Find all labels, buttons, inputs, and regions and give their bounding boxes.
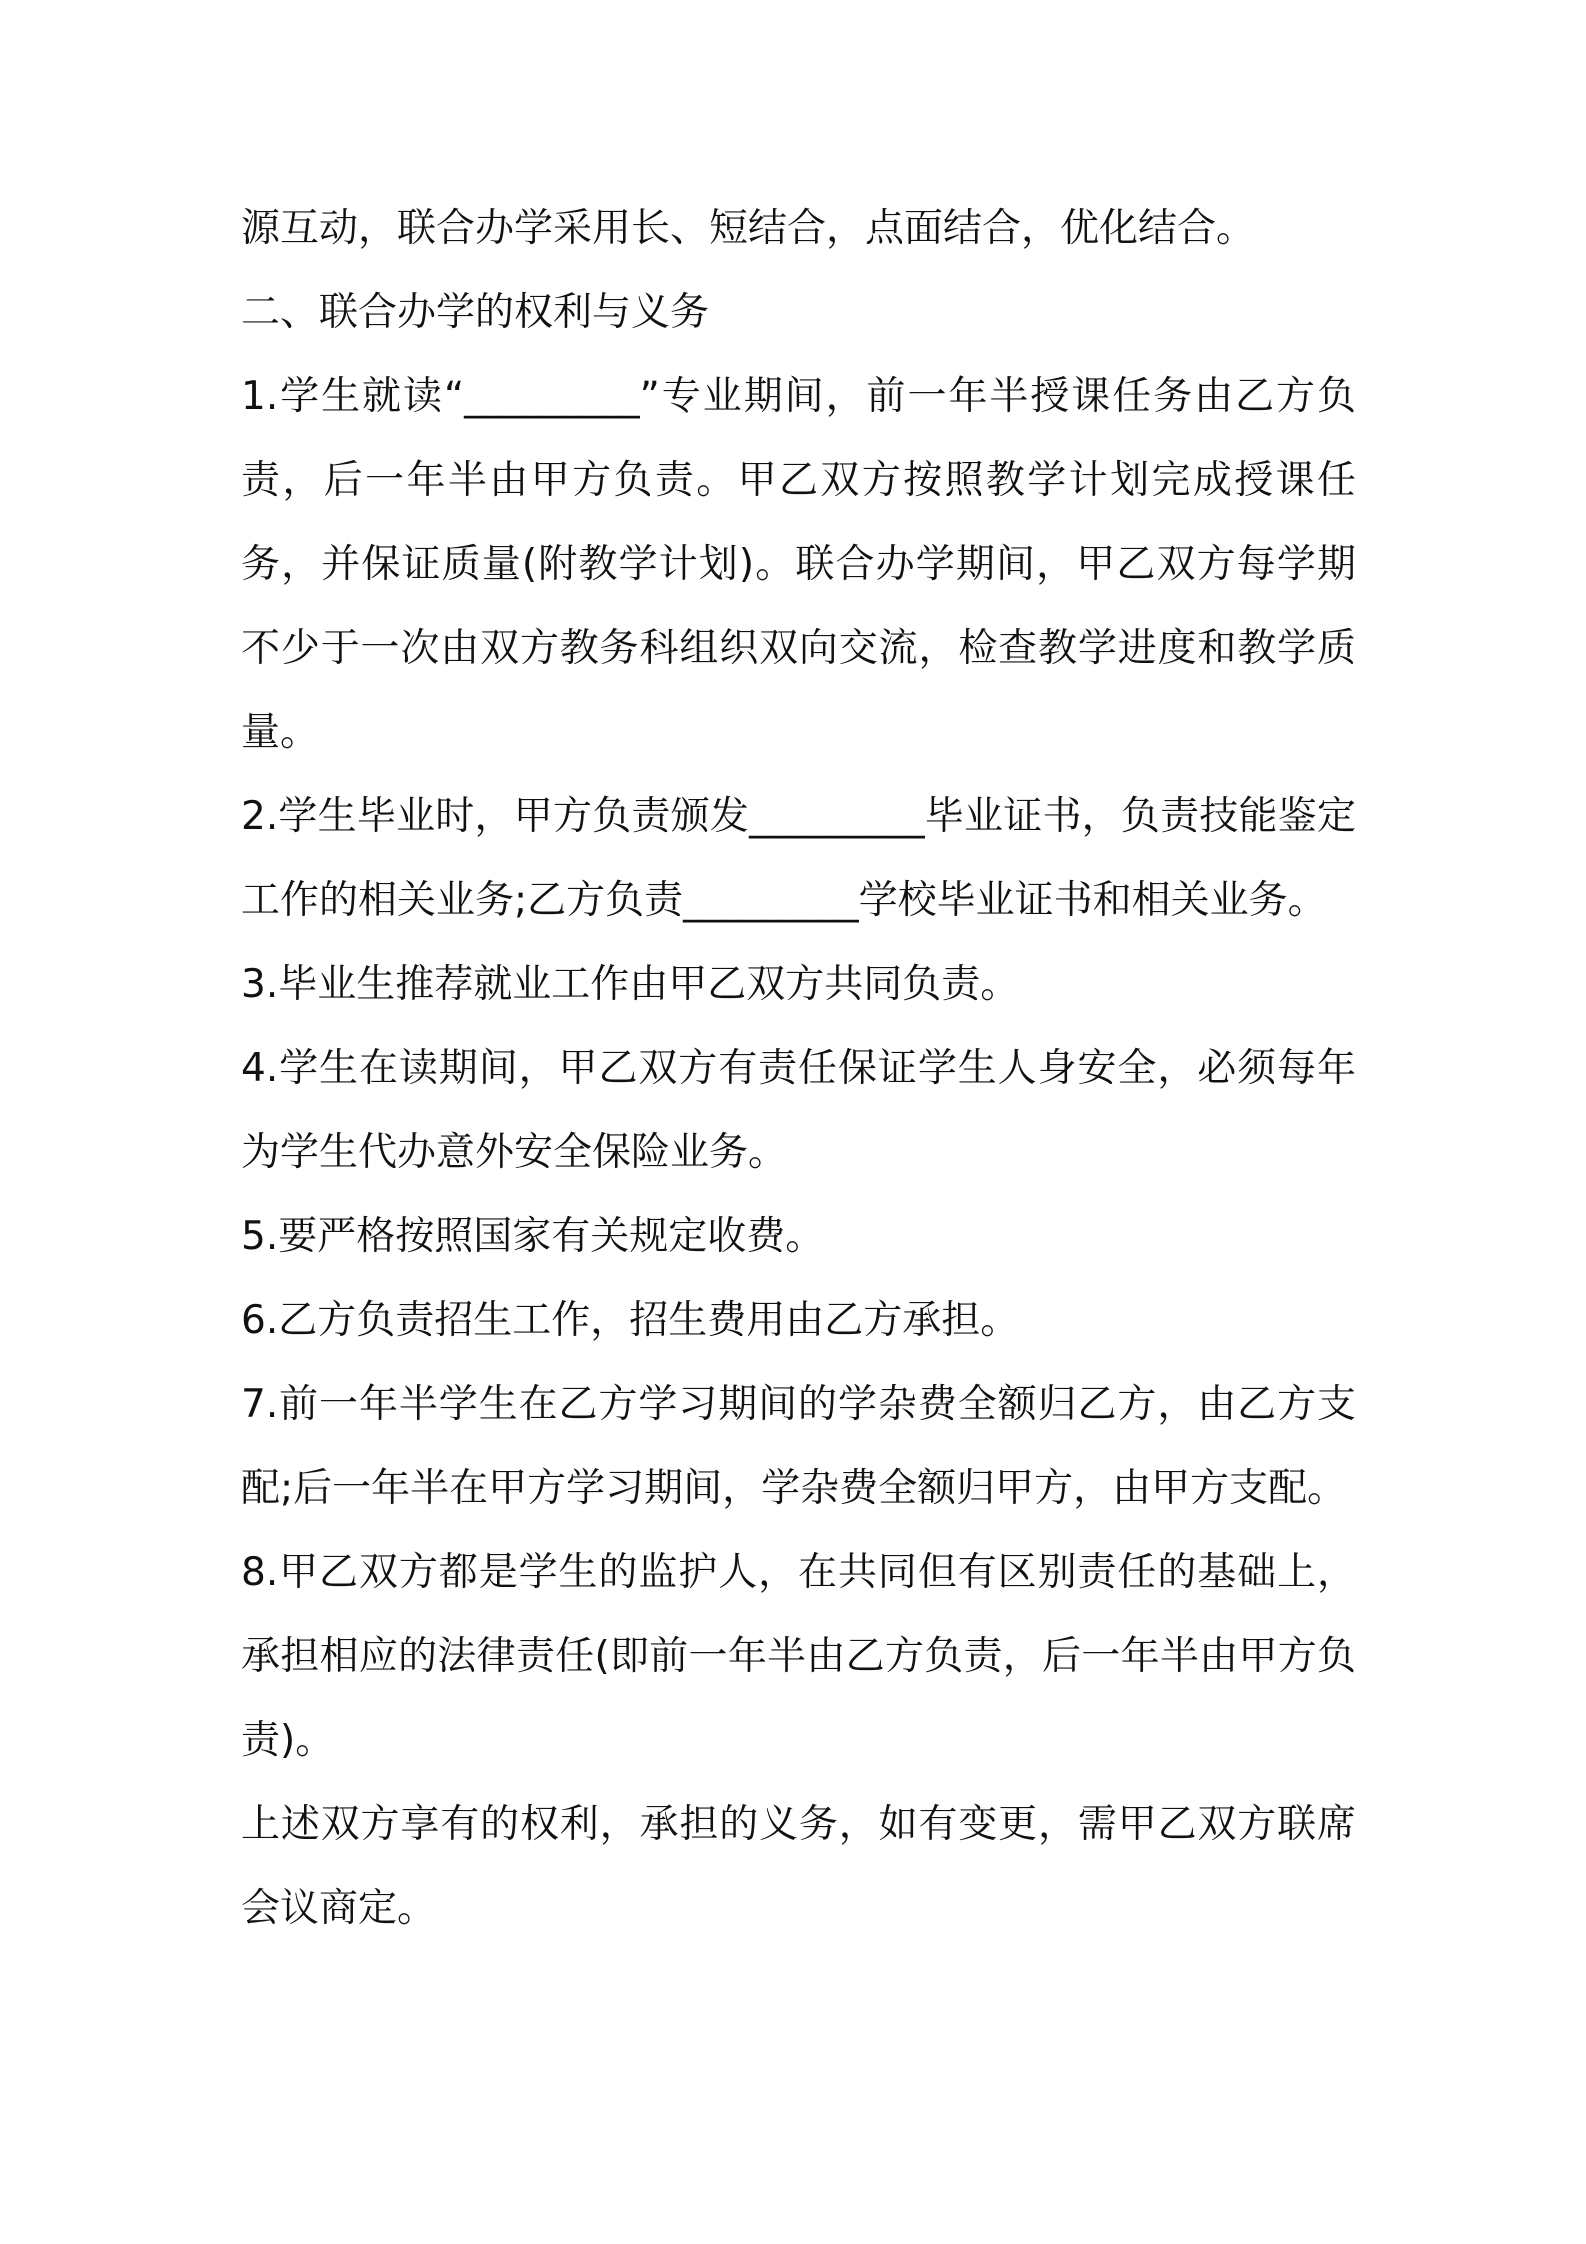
paragraph-intro-continuation: 源互动，联合办学采用长、短结合，点面结合，优化结合。 — [241, 206, 1256, 251]
section-heading-rights-obligations: 二、联合办学的权利与义务 — [241, 290, 710, 335]
clause-2: 2.学生毕业时，甲方负责颁发_________毕业证书，负责技能鉴定工作的相关业务;乙方负责_________学校毕业证书和相关业务。 — [241, 794, 1356, 923]
clause-6: 6.乙方负责招生工作，招生费用由乙方承担。 — [241, 1298, 1020, 1343]
document-body — [241, 187, 1356, 1951]
closing-paragraph: 上述双方享有的权利，承担的义务，如有变更，需甲乙双方联席会议商定。 — [241, 1802, 1356, 1931]
clause-5: 5.要严格按照国家有关规定收费。 — [241, 1214, 825, 1259]
clause-7: 7.前一年半学生在乙方学习期间的学杂费全额归乙方，由乙方支配;后一年半在甲方学习期间，学杂费全额归甲方，由甲方支配。 — [241, 1382, 1356, 1511]
clause-4: 4.学生在读期间，甲乙双方有责任保证学生人身安全，必须每年为学生代办意外安全保险业务。 — [241, 1046, 1356, 1175]
clause-3: 3.毕业生推荐就业工作由甲乙双方共同负责。 — [241, 962, 1020, 1007]
clause-8: 8.甲乙双方都是学生的监护人，在共同但有区别责任的基础上，承担相应的法律责任(即前一年半由乙方负责，后一年半由甲方负责)。 — [241, 1550, 1356, 1763]
clause-1: 1.学生就读“_________”专业期间，前一年半授课任务由乙方负责，后一年半由甲方负责。甲乙双方按照教学计划完成授课任务，并保证质量(附教学计划)。联合办学期间，甲乙双方每学期不少于一次由双方教务科组织双向交流，检查教学进度和教学质量。 — [241, 374, 1356, 755]
